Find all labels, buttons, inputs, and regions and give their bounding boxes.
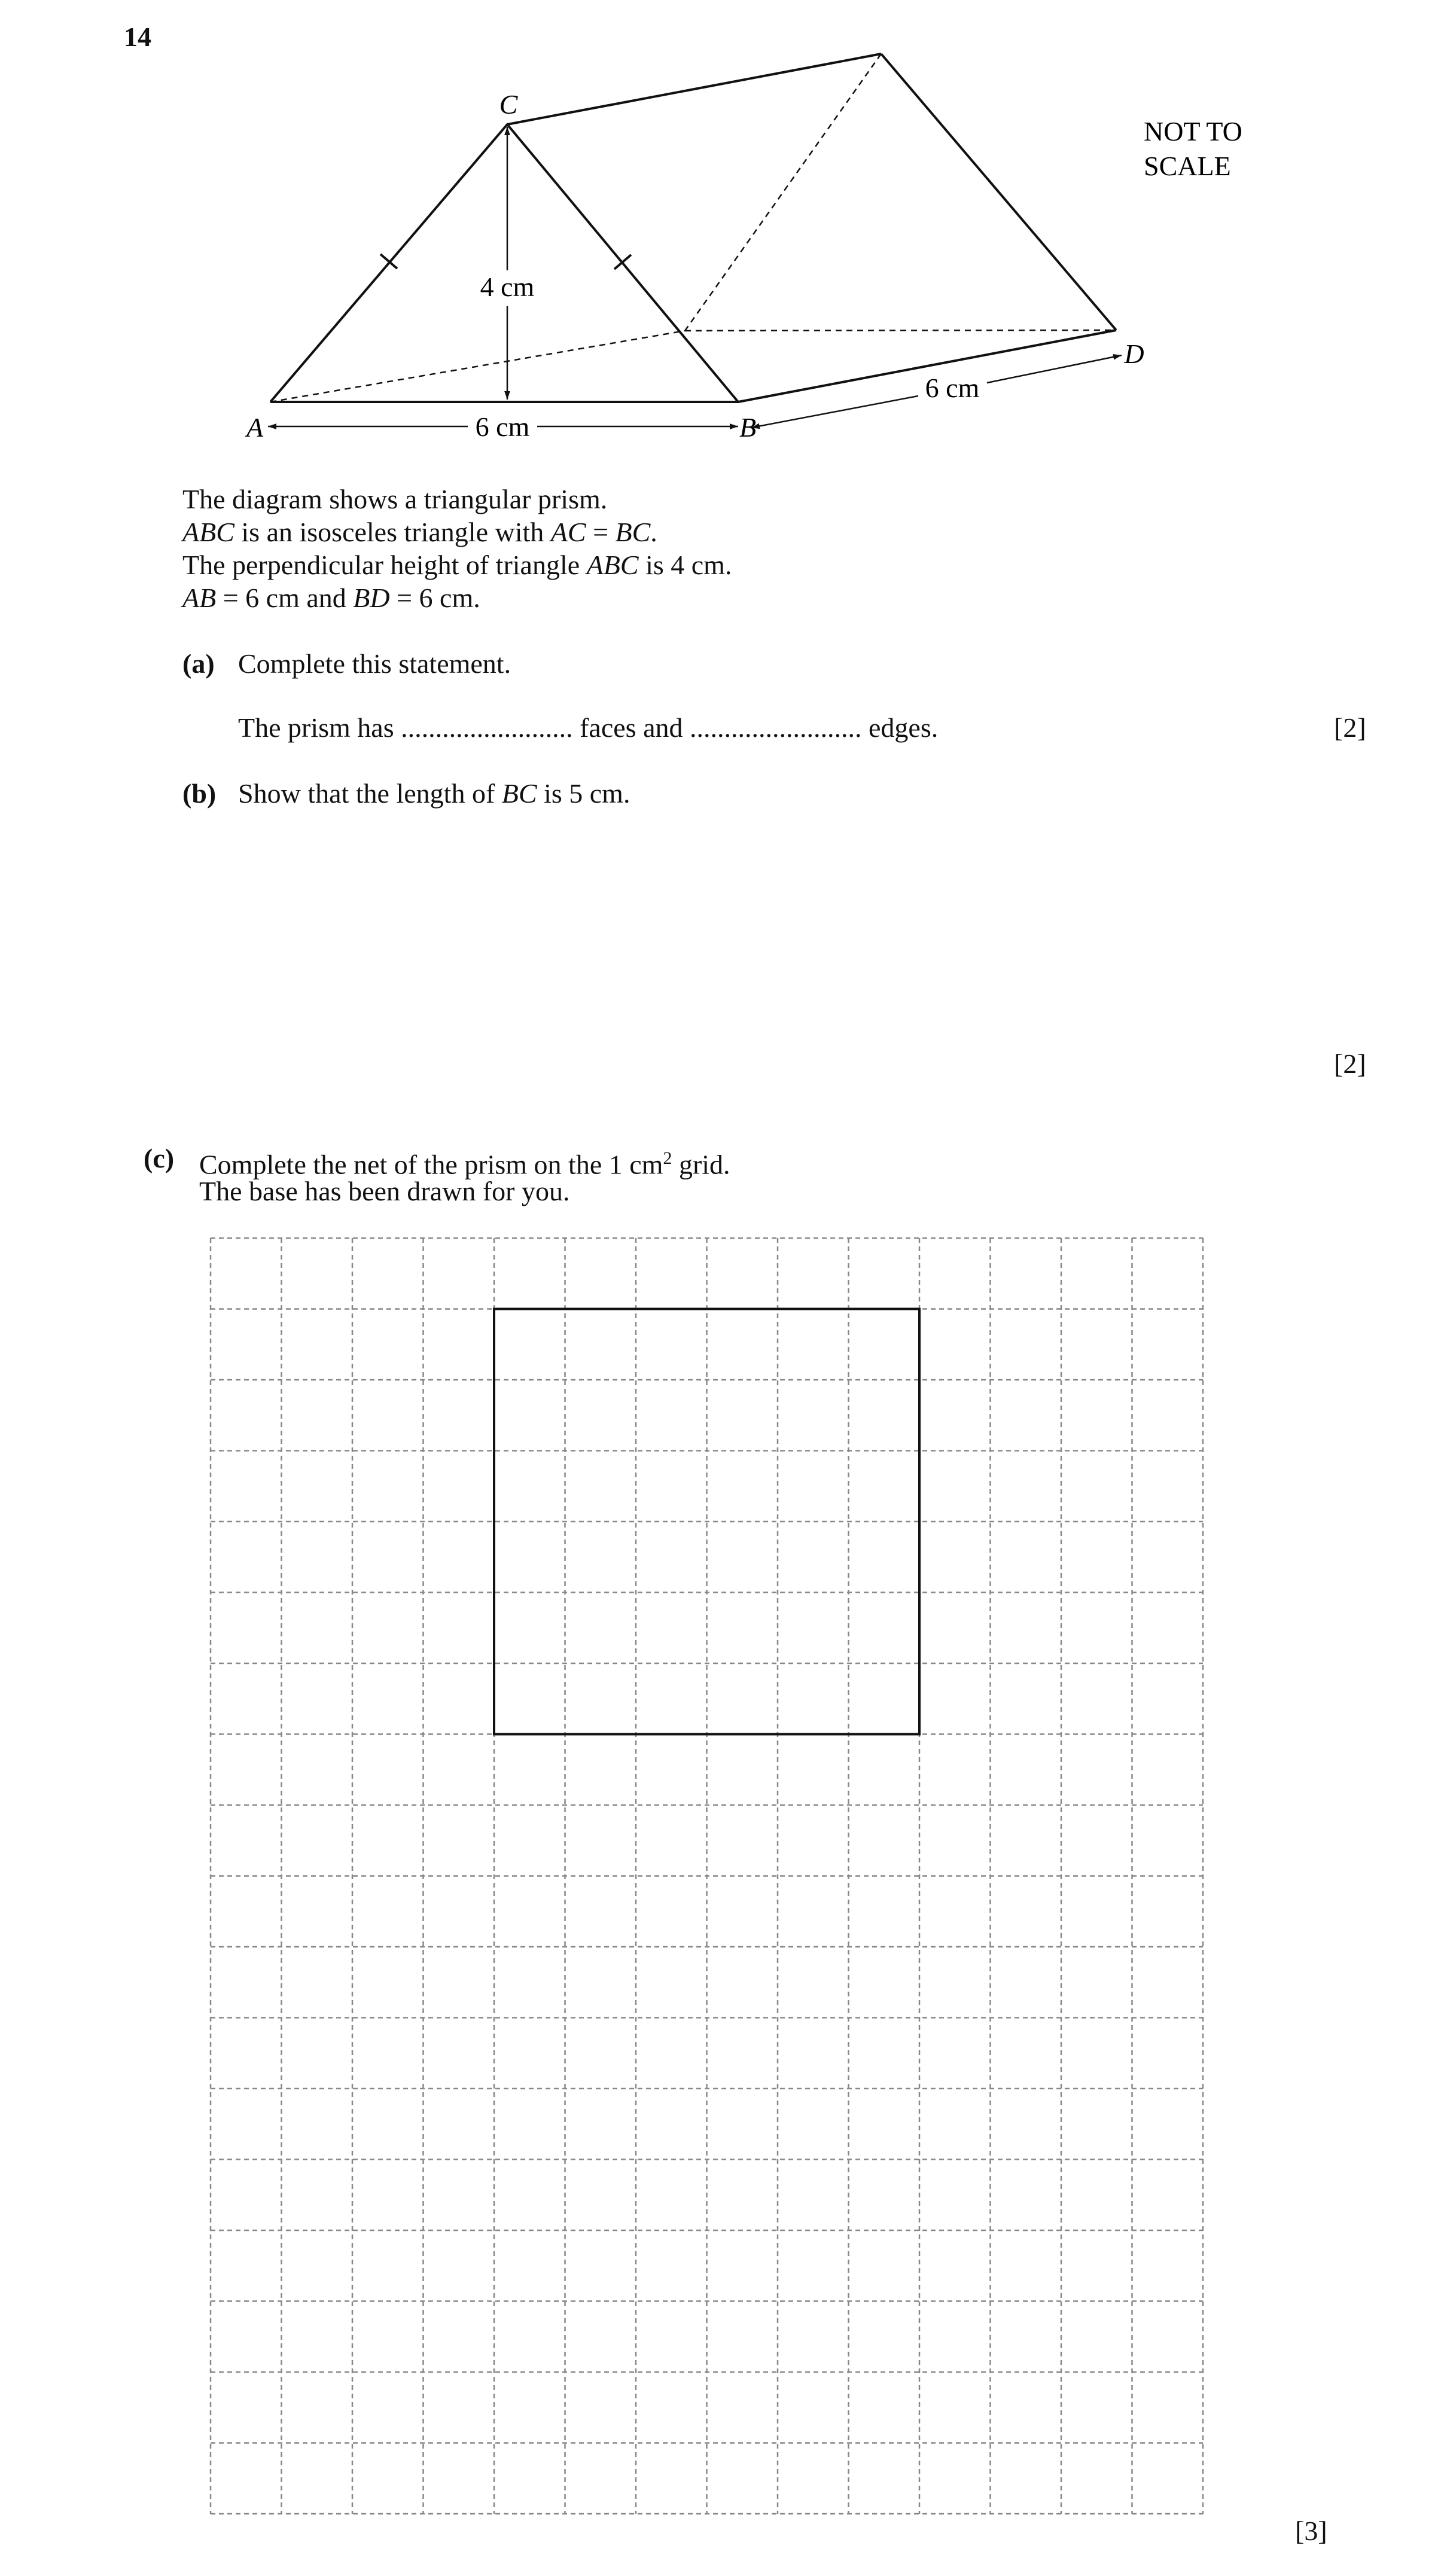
base-label: 6 cm [475, 411, 530, 442]
part-a-label: (a) [182, 648, 215, 679]
part-a-marks: [2] [1334, 712, 1366, 743]
vertex-label-d: D [1124, 339, 1144, 369]
hidden-back-base-edge [685, 330, 1116, 331]
intro-line-2: ABC is an isosceles triangle with AC = BC. [182, 517, 657, 547]
intro-line-1: The diagram shows a triangular prism. [182, 484, 608, 514]
part-a-statement[interactable]: The prism has ......................... faces and ......................... edges. [238, 712, 939, 743]
front-triangle [270, 124, 738, 402]
intro-line-3: The perpendicular height of triangle ABC is 4 cm. [182, 550, 732, 580]
depth-arrow-lower [751, 396, 918, 428]
part-a-prompt: Complete this statement. [238, 648, 511, 679]
part-b-label: (b) [182, 778, 217, 809]
not-to-scale-line2: SCALE [1144, 151, 1231, 181]
vertex-label-c: C [499, 89, 518, 120]
vertex-label-b: B [739, 412, 757, 443]
part-c-label: (c) [144, 1143, 175, 1173]
ridge-edge [507, 54, 881, 124]
part-c-prompt: Complete the net of the prism on the 1 $cm^2$ grid. [199, 1148, 730, 1180]
part-b-answer-space[interactable] [238, 819, 1315, 1041]
depth-arrow-upper [987, 355, 1122, 383]
grid-lines [211, 1238, 1203, 2514]
part-c-line-2: The base has been drawn for you. [199, 1176, 570, 1206]
part-b-marks: [2] [1334, 1048, 1366, 1079]
hidden-bottom-left-edge [270, 331, 685, 402]
question-number: 14 [124, 22, 151, 52]
height-label: 4 cm [480, 272, 535, 302]
part-c-marks: [3] [1295, 2516, 1327, 2546]
part-b-prompt: Show that the length of BC is 5 cm. [238, 778, 630, 809]
vertex-label-a: A [246, 412, 264, 443]
back-right-edge [881, 54, 1116, 330]
net-grid[interactable] [0, 1226, 1447, 2524]
depth-label: 6 cm [925, 373, 980, 403]
prism-diagram [0, 0, 1447, 467]
hidden-back-left-edge [685, 54, 881, 331]
intro-line-4: AB = 6 cm and BD = 6 cm. [182, 583, 480, 613]
not-to-scale-line1: NOT TO [1144, 116, 1242, 147]
